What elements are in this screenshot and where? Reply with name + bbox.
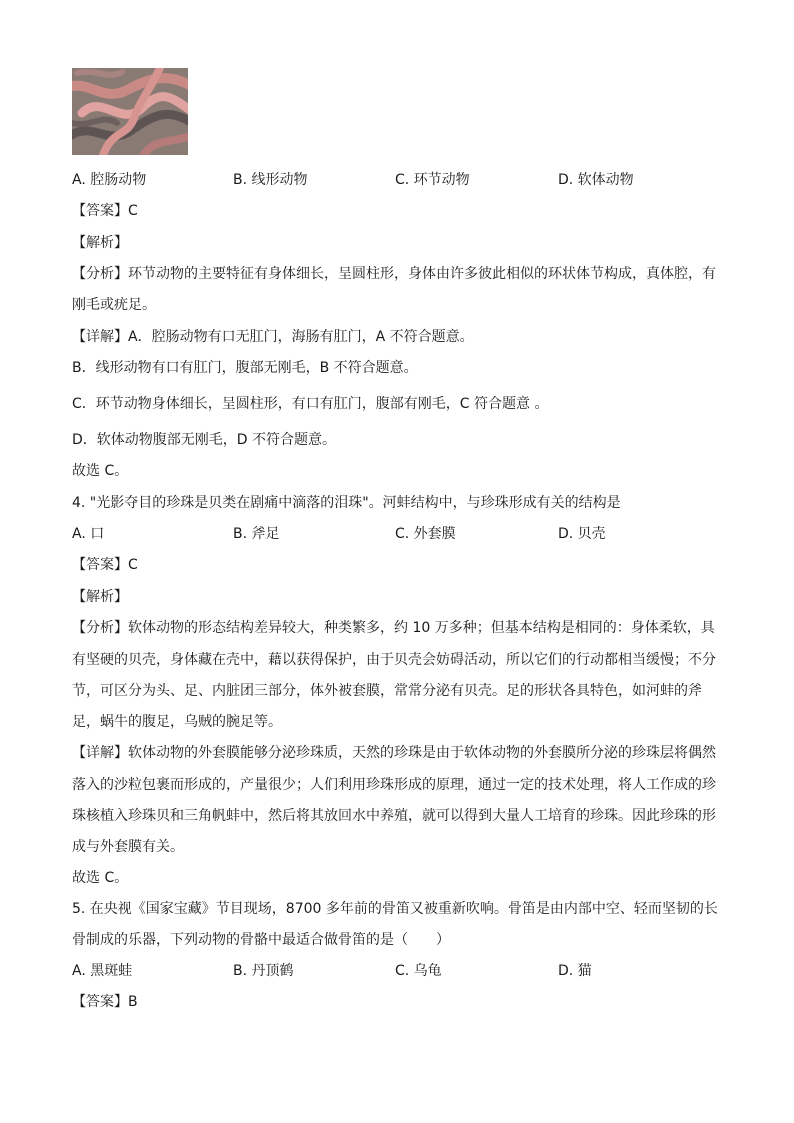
q4-answer: 【答案】C	[72, 557, 138, 573]
q3-answer: 【答案】C	[72, 203, 138, 219]
q4-fenxi-line: 节，可区分为头、足、内脏团三部分，体外被套膜，常常分泌有贝壳。足的形状各具特色，如河蚌的斧	[72, 683, 702, 699]
q3-fenxi-line: 刚毛或疣足。	[72, 297, 156, 313]
q5-options	[72, 961, 722, 981]
q3-fenxi-line: 【分析】环节动物的主要特征有身体细长，呈圆柱形，身体由许多彼此相似的环状体节构成，真体腔，有	[72, 266, 716, 282]
q3-xiangjie-line: D．软体动物腹部无刚毛，D 不符合题意。	[72, 432, 337, 448]
q3-option-a[interactable]: A. 腔肠动物	[72, 172, 147, 188]
q3-xiangjie-line: B．线形动物有口有肛门，腹部无刚毛，B 不符合题意。	[72, 360, 418, 376]
q4-xiangjie-line: 珠核植入珍珠贝和三角帆蚌中，然后将其放回水中养殖，就可以得到大量人工培育的珍珠。因此珍珠的形	[72, 808, 716, 824]
q5-option-a[interactable]: A. 黑斑蛙	[72, 963, 133, 979]
q3-option-b[interactable]: B. 线形动物	[233, 172, 308, 188]
q5-option-c[interactable]: C. 乌龟	[395, 963, 442, 979]
q4-stem: 4. "光影夺目的珍珠是贝类在剧痛中滴落的泪珠"。河蚌结构中，与珍珠形成有关的结构是	[72, 495, 621, 511]
q3-xiangjie-line: C．环节动物身体细长，呈圆柱形，有口有肛门，腹部有刚毛，C 符合题意 。	[72, 396, 549, 412]
q4-fenxi-line: 【分析】软体动物的形态结构差异较大，种类繁多，约 10 万多种；但基本结构是相同的：身体柔软，具	[72, 620, 715, 636]
q4-xiangjie-line: 成与外套膜有关。	[72, 839, 184, 855]
q4-conclusion: 故选 C。	[72, 870, 129, 886]
q4-option-b[interactable]: B. 斧足	[233, 526, 280, 542]
q5-answer: 【答案】B	[72, 994, 138, 1010]
q4-option-c[interactable]: C. 外套膜	[395, 526, 456, 542]
q4-analysis-heading: 【解析】	[72, 589, 128, 605]
q5-stem-line: 骨制成的乐器，下列动物的骨骼中最适合做骨笛的是（ ）	[72, 932, 450, 948]
q5-stem-line: 5. 在央视《国家宝藏》节目现场，8700 多年前的骨笛又被重新吹响。骨笛是由内部中空、轻而坚韧的长	[72, 901, 718, 917]
q4-xiangjie-line: 落入的沙粒包裹而形成的，产量很少；人们利用珍珠形成的原理，通过一定的技术处理，将人工作成的珍	[72, 777, 716, 793]
q5-option-d[interactable]: D. 猫	[558, 963, 592, 979]
q3-conclusion: 故选 C。	[72, 463, 129, 479]
q4-fenxi-line: 足，蜗牛的腹足，乌贼的腕足等。	[72, 714, 282, 730]
q4-fenxi-line: 有坚硬的贝壳，身体藏在壳中，藉以获得保护，由于贝壳会妨碍活动，所以它们的行动都相当缓慢；不分	[72, 652, 716, 668]
q4-option-a[interactable]: A. 口	[72, 526, 105, 542]
worm-photo-drawing	[72, 68, 188, 155]
q3-option-c[interactable]: C. 环节动物	[395, 172, 470, 188]
q3-analysis-heading: 【解析】	[72, 235, 128, 251]
q3-option-d[interactable]: D. 软体动物	[558, 172, 634, 188]
q4-option-d[interactable]: D. 贝壳	[558, 526, 606, 542]
q3-options	[72, 170, 722, 190]
q4-options	[72, 524, 722, 544]
q5-option-b[interactable]: B. 丹顶鹤	[233, 963, 294, 979]
q3-xiangjie-line: 【详解】A．腔肠动物有口无肛门，海肠有肛门，A 不符合题意。	[72, 329, 474, 345]
q4-xiangjie-line: 【详解】软体动物的外套膜能够分泌珍珠质，天然的珍珠是由于软体动物的外套膜所分泌的珍珠层将偶然	[72, 745, 716, 761]
worm-photo	[72, 68, 188, 155]
